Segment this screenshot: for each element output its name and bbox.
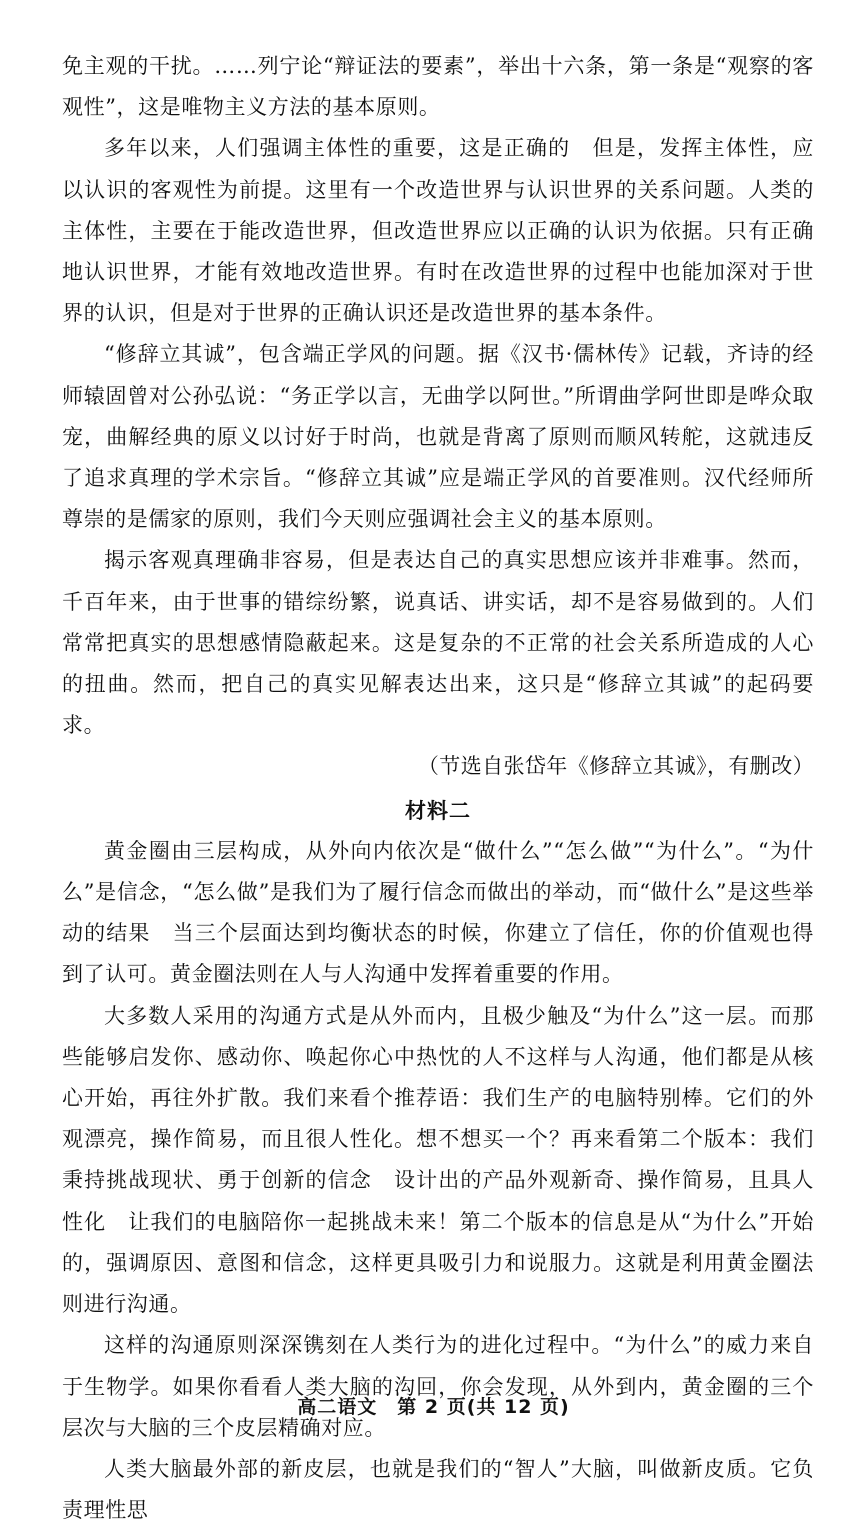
page-footer: 高二语文 第 2 页(共 12 页) xyxy=(297,1396,570,1418)
paragraph-communication-style: 大多数人采用的沟通方式是从外而内，且极少触及“为什么”这一层。而那些能够启发你、感动你、唤起你心中热忱的人不这样与人沟通，他们都是从核心开始，再往外扩散。我们来看个推荐语：我们生产的电脑特别棒。它们的外观漂亮，操作简易，而且很人性化。想不想买一个？再来看第二个版本：我们秉持挑战现状、勇于创新的信念 设计出的产品外观新奇、操作简易，且具人性化 让我们的电脑陪你一起挑战未来！第二个版本的信息是从“为什么”开始的，强调原因、意图和信念，这样更具吸引力和说服力。这就是利用黄金圈法则进行沟通。 xyxy=(62,1003,814,1317)
paragraph-academic-style: “修辞立其诚”，包含端正学风的问题。据《汉书·儒林传》记载，齐诗的经师辕固曾对公孙弘说：“务正学以言，无曲学以阿世。”所谓曲学阿世即是哗众取宠，曲解经典的原义以讨好于时尚，也就是背离了原则而顺风转舵，这就违反了追求真理的学术宗旨。“修辞立其诚”应是端正学风的首要准则。汉代经师所尊崇的是儒家的原则，我们今天则应强调社会主义的基本原则。 xyxy=(62,342,814,532)
article-body xyxy=(62,46,814,1531)
paragraph-true-thoughts: 揭示客观真理确非容易，但是表达自己的真实思想应该并非难事。然而，千百年来，由于世事的错综纷繁，说真话、讲实话，却不是容易做到的。人们常常把真实的思想感情隐蔽起来。这是复杂的不正常的社会关系所造成的人心的扭曲。然而，把自己的真实见解表达出来，这只是“修辞立其诚”的起码要求。 xyxy=(62,548,814,738)
paragraph-biology: 这样的沟通原则深深镌刻在人类行为的进化过程中。“为什么”的威力来自于生物学。如果你看看人类大脑的沟回，你会发现，从外到内，黄金圈的三个层次与大脑的三个皮层精确对应。 xyxy=(62,1333,814,1440)
source-note: （节选自张岱年《修辞立其诚》，有删改） xyxy=(417,754,814,779)
section-title-material-two: 材料二 xyxy=(405,797,471,823)
paragraph-subjectivity: 多年以来，人们强调主体性的重要，这是正确的 但是，发挥主体性，应以认识的客观性为前提。这里有一个改造世界与认识世界的关系问题。人类的主体性，主要在于能改造世界，但改造世界应以正确的认识为依据。只有正确地认识世界，才能有效地改造世界。有时在改造世界的过程中也能加深对于世界的认识，但是对于世界的正确认识还是改造世界的基本条件。 xyxy=(62,136,814,326)
paragraph-golden-circle: 黄金圈由三层构成，从外向内依次是“做什么”“怎么做”“为什么”。“为什么”是信念，“怎么做”是我们为了履行信念而做出的举动，而“做什么”是这些举动的结果 当三个层面达到均衡状态的时候，你建立了信任，你的价值观也得到了认可。黄金圈法则在人与人沟通中发挥着重要的作用。 xyxy=(62,838,814,987)
paragraph-neocortex: 人类大脑最外部的新皮层，也就是我们的“智人”大脑，叫做新皮质。它负责理性思 xyxy=(62,1456,814,1523)
paragraph-continuation: 免主观的干扰。……列宁论“辩证法的要素”，举出十六条，第一条是“观察的客观性”，这是唯物主义方法的基本原则。 xyxy=(62,54,814,120)
